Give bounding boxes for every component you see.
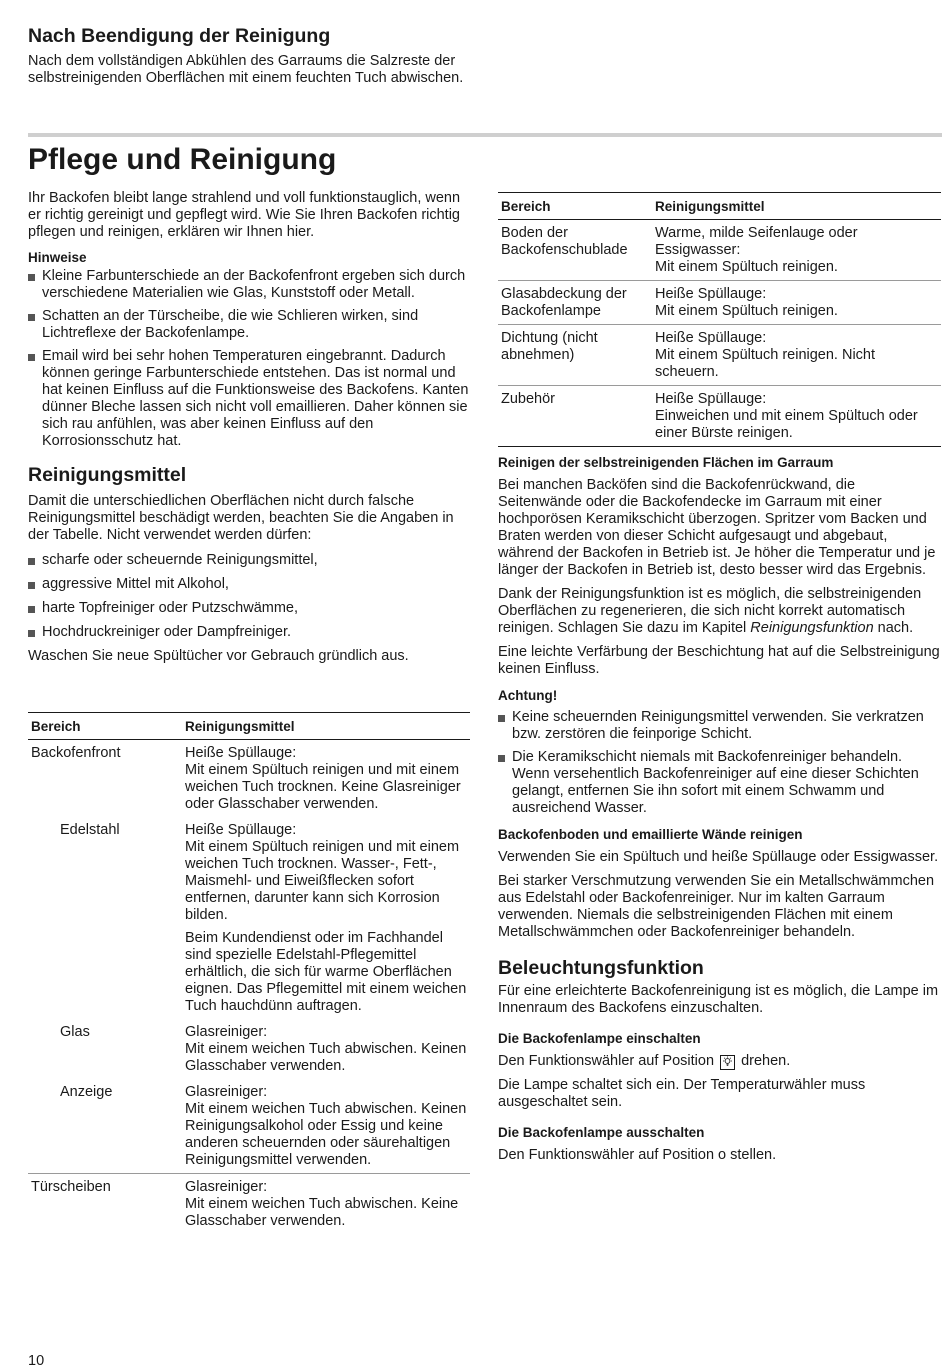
table-cell-agent: Heiße Spüllauge: Mit einem Spültuch reinigen. Nicht scheuern.	[652, 325, 941, 386]
lamp-off-title: Die Backofenlampe ausschalten	[498, 1125, 705, 1140]
table-cell-area: Backofenfront	[31, 745, 121, 761]
boden-title: Backofenboden und emaillierte Wände reinigen	[498, 827, 803, 842]
forbidden-item: Hochdruckreiniger oder Dampfreiniger.	[28, 624, 472, 641]
table-cell-agent	[182, 817, 470, 1019]
reinigungsmittel-after: Waschen Sie neue Spültücher vor Gebrauch gründlich aus.	[28, 648, 409, 664]
table-header-area: Bereich	[28, 713, 182, 740]
achtung-item: Die Keramikschicht niemals mit Backofenreiniger behandeln. Wenn versehentlich Backofenreiniger auf eine dieser Schichten gelangt, entfernen Sie ihn sofort mit einem Schwamm und ausreichend Wasser.	[498, 749, 940, 817]
reinigungsmittel-title: Reinigungsmittel	[28, 464, 187, 486]
selbst-p3: Eine leichte Verfärbung der Beschichtung hat auf die Selbstreinigung keinen Einfluss.	[498, 644, 940, 677]
lamp-icon	[720, 1055, 735, 1070]
hinweise-item: Kleine Farbunterschiede an der Backofenfront ergeben sich durch verschiedene Materialien wie Glas, Kunststoff oder Metall.	[28, 268, 472, 302]
table-cell-area: Türscheiben	[31, 1179, 111, 1195]
cleaning-table-right	[498, 192, 941, 447]
table-cell-area: Anzeige	[28, 1079, 182, 1174]
selbst-p1: Bei manchen Backöfen sind die Backofenrückwand, die Seitenwände oder die Backofendecke im Garraum mit einer hochporösen Keramikschicht überzogen. Spritzer vom Backen und Braten werden von dieser Schicht aufgesaugt und abgebaut, während der Backofen in Betrieb ist. Je höher die Temperatur und je länger der Backofen in Betrieb ist, desto besser wird das Ergebnis.	[498, 477, 936, 578]
achtung-title: Achtung!	[498, 688, 558, 703]
table-header-agent: Reinigungsmittel	[182, 713, 470, 740]
table-cell-agent: Glasreiniger: Mit einem weichen Tuch abwischen. Keine Glasschaber verwenden.	[185, 1179, 459, 1229]
table-cell-area: Glas	[60, 1024, 90, 1040]
cleaning-table-left	[28, 712, 470, 1234]
lamp-off-text-b: stellen.	[730, 1147, 777, 1163]
table-cell-agent: Glasreiniger: Mit einem weichen Tuch abwischen. Keinen Glasschaber verwenden.	[185, 1024, 467, 1074]
table-cell-area: Glasabdeckung der Backofenlampe	[498, 281, 652, 325]
nach-beendigung-text: Nach dem vollständigen Abkühlen des Garraums die Salzreste der selbstreinigenden Oberflächen mit einem feuchten Tuch abwischen.	[28, 53, 464, 86]
beleuchtung-title: Beleuchtungsfunktion	[498, 957, 704, 979]
selbst-p2-c: nach.	[873, 620, 914, 636]
right-column	[498, 455, 940, 1164]
lamp-on-text-b: drehen.	[741, 1053, 791, 1069]
selbst-p2-a: Dank der Reinigungsfunktion ist es möglich, die selbstreinigenden Oberflächen zu regenerieren, die sich nicht korrekt automatisch reinigen. Schlagen Sie dazu im Kapitel	[498, 586, 922, 636]
page-number: 10	[28, 1353, 45, 1369]
selbst-p2	[498, 586, 940, 637]
selbst-p2-ref: Reinigungsfunktion	[750, 620, 874, 636]
table-header-area: Bereich	[498, 193, 652, 220]
table-header-agent: Reinigungsmittel	[652, 193, 941, 220]
lamp-off-text-a: Den Funktionswähler auf Position	[498, 1147, 715, 1163]
forbidden-item: harte Topfreiniger oder Putzschwämme,	[28, 600, 472, 617]
section-divider	[28, 133, 942, 137]
off-position-symbol: o	[718, 1147, 727, 1163]
reinigungsmittel-text: Damit die unterschiedlichen Oberflächen nicht durch falsche Reinigungsmittel beschädigt werden, beachten Sie die Angaben in der Tabelle. Nicht verwendet werden dürfen:	[28, 493, 454, 543]
lamp-off-p1	[498, 1147, 940, 1164]
achtung-list	[498, 709, 940, 817]
section-title-nach-beendigung: Nach Beendigung der Reinigung	[28, 25, 331, 47]
table-cell-extra: Beim Kundendienst oder im Fachhandel sind spezielle Edelstahl-Pflegemittel erhältlich, die sich für warme Oberflächen eignen. Das Pflegemittel mit einem weichen Tuch hauchdünn auftragen.	[185, 930, 467, 1014]
boden-p1: Verwenden Sie ein Spültuch und heiße Spüllauge oder Essigwasser.	[498, 849, 939, 865]
table-cell-area: Dichtung (nicht abnehmen)	[498, 325, 652, 386]
table-cell-agent: Heiße Spüllauge: Einweichen und mit einem Spültuch oder einer Bürste reinigen.	[652, 386, 941, 447]
table-cell-agent: Heiße Spüllauge: Mit einem Spültuch reinigen.	[652, 281, 941, 325]
page-title: Pflege und Reinigung	[28, 143, 337, 176]
beleuchtung-text: Für eine erleichterte Backofenreinigung ist es möglich, die Lampe im Innenraum des Backofens einzuschalten.	[498, 983, 939, 1016]
achtung-item: Keine scheuernden Reinigungsmittel verwenden. Sie verkratzen bzw. zerstören die feinporige Schicht.	[498, 709, 940, 743]
table-cell-area: Edelstahl	[60, 822, 120, 838]
forbidden-list	[28, 552, 472, 641]
intro-text: Ihr Backofen bleibt lange strahlend und voll funktionstauglich, wenn er richtig gereinigt und gepflegt wird. Wie Sie Ihren Backofen richtig pflegen und reinigen, erklären wir Ihnen hier.	[28, 190, 461, 240]
lamp-on-text-a: Den Funktionswähler auf Position	[498, 1053, 715, 1069]
table-cell-agent: Heiße Spüllauge: Mit einem Spültuch reinigen und mit einem weichen Tuch trocknen. Keine Glasreiniger oder Glasschaber verwenden.	[185, 745, 461, 812]
hinweise-title: Hinweise	[28, 250, 87, 265]
selbst-title: Reinigen der selbstreinigenden Flächen im Garraum	[498, 455, 834, 470]
hinweise-list	[28, 268, 472, 450]
table-cell-area: Zubehör	[498, 386, 652, 447]
lamp-on-title: Die Backofenlampe einschalten	[498, 1031, 701, 1046]
table-cell-text: Heiße Spüllauge: Mit einem Spültuch reinigen und mit einem weichen Tuch trocknen. Wasser-, Fett-, Maismehl- und Eiweißflecken sofort entfernen, darunter kann sich Korrosion bilden.	[185, 822, 460, 923]
table-cell-agent: Glasreiniger: Mit einem weichen Tuch abwischen. Keinen Reinigungsalkohol oder Essig und keine anderen scheuernden oder säurehaltigen Reinigungsmittel verwenden.	[182, 1079, 470, 1174]
table-cell-area: Boden der Backofenschublade	[498, 220, 652, 281]
hinweise-item: Email wird bei sehr hohen Temperaturen eingebrannt. Dadurch können geringe Farbunterschiede entstehen. Das ist normal und hat keinen Einfluss auf die Funktionsweise des Backofens. Kanten dünner Bleche lassen sich nicht voll emaillieren. Daher können sie sich rau anfühlen, was aber keinen Einfluss auf den Korrosionsschutz hat.	[28, 348, 472, 450]
forbidden-item: aggressive Mittel mit Alkohol,	[28, 576, 472, 593]
hinweise-item: Schatten an der Türscheibe, die wie Schlieren wirken, sind Lichtreflexe der Backofenlampe.	[28, 308, 472, 342]
boden-p2: Bei starker Verschmutzung verwenden Sie ein Metallschwämmchen aus Edelstahl oder Backofenreiniger. Nur im kalten Garraum verwenden. Niemals die selbstreinigenden Flächen mit einem Metallschwämmchen oder Backofenreiniger behandeln.	[498, 873, 935, 940]
forbidden-item: scharfe oder scheuernde Reinigungsmittel,	[28, 552, 472, 569]
left-column	[28, 190, 472, 665]
lamp-on-p1	[498, 1053, 940, 1070]
lamp-on-p2: Die Lampe schaltet sich ein. Der Temperaturwähler muss ausgeschaltet sein.	[498, 1077, 866, 1110]
table-cell-agent: Warme, milde Seifenlauge oder Essigwasser: Mit einem Spültuch reinigen.	[652, 220, 941, 281]
